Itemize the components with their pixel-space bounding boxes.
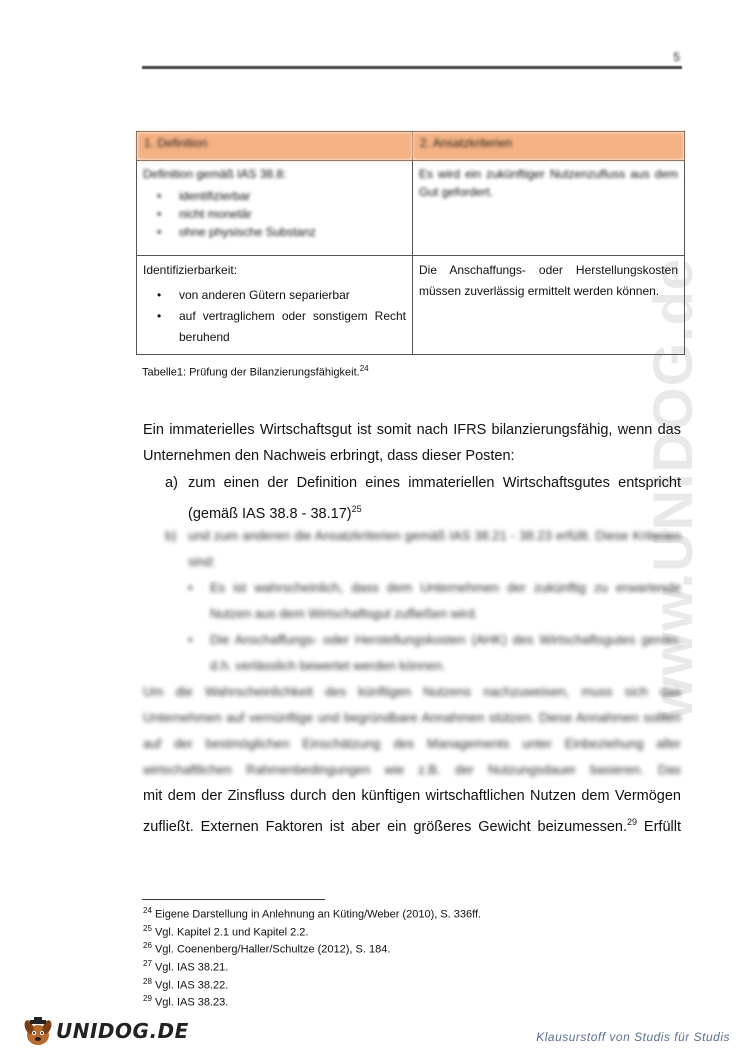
- footnote-text: Vgl. IAS 38.22.: [154, 979, 229, 992]
- list-item: • nicht monetär: [179, 205, 406, 223]
- table-header-definition: 1. Definition: [137, 132, 413, 161]
- footnote-text: Vgl. Kapitel 2.1 und Kapitel 2.2.: [154, 926, 309, 939]
- cell-list: [143, 187, 406, 241]
- logo-text: UNIDOG.DE: [56, 1019, 189, 1043]
- footnote-number: 24: [143, 906, 152, 915]
- table-cell: [137, 256, 413, 355]
- footnote-text: Vgl. IAS 38.21.: [154, 961, 229, 974]
- list-item-b: [143, 523, 681, 679]
- cell-intro: Definition gemäß IAS 38.8:: [143, 167, 287, 181]
- footnote-ref: 25: [351, 504, 362, 514]
- list-item-a: [143, 470, 681, 527]
- item-text: zum einen der Definition eines immateriellen Wirtschaftsgutes entspricht (gemäß IAS 38.8 - 38.17): [188, 475, 681, 522]
- page-number: 5: [673, 50, 680, 64]
- footnote-number: 25: [143, 923, 152, 933]
- footnote-number: 26: [143, 941, 152, 951]
- table-row: [137, 161, 685, 256]
- item-label: a): [165, 475, 178, 491]
- footnote-number: 27: [143, 958, 152, 968]
- list-item: • Es ist wahrscheinlich, dass dem Unternehmen der zukünftig zu erwartende Nutzen aus dem Wirtschaftsgut zufließen wird.: [210, 575, 681, 627]
- list-item: • von anderen Gütern separierbar: [179, 285, 406, 306]
- footnote-ref: 24: [359, 364, 369, 373]
- item-text: und zum anderen die Ansatzkriterien gemäß IAS 38.21 - 38.23 erfüllt. Diese Kriterien sind:: [188, 528, 681, 569]
- footnote-text: Vgl. IAS 38.23.: [154, 996, 229, 1009]
- table-cell: [137, 161, 413, 256]
- cell-list: [143, 285, 406, 348]
- footnote: [143, 992, 481, 1010]
- list-item: • auf vertraglichem oder sonstigem Recht beruhend: [179, 306, 406, 348]
- watermark: www.UNIDOG.de: [641, 257, 704, 720]
- footnote-ref: 29: [627, 817, 638, 827]
- footnote-text: Eigene Darstellung in Anlehnung an Küting/Weber (2010), S. 336ff.: [154, 908, 482, 921]
- tagline: Klausurstoff von Studis für Studis: [536, 1030, 730, 1044]
- table-cell: Die Anschaffungs- oder Herstellungskosten müssen zuverlässig ermittelt werden können.: [413, 256, 685, 355]
- footnote-rule: [142, 899, 325, 900]
- caption-text: Tabelle1: Prüfung der Bilanzierungsfähigkeit.: [142, 366, 360, 379]
- cell-intro: Identifizierbarkeit:: [143, 263, 238, 277]
- paragraph-blurred: Um die Wahrscheinlichkeit des künftigen Nutzens nachzuweisen, muss sich das Unternehmen auf vernünftige und begründbare Annahmen stützen. Diese Annahmen sollten auf der bestmöglichen Einschätzung des Managements unter Einbeziehung aller wirtschaftlichen Rahmenbedingungen wie z.B. der Nutzungsdauer basieren. Das: [143, 684, 681, 777]
- paragraph-line-text: zufließt. Externen Faktoren ist aber ein größeres Gewicht beizumessen.: [143, 818, 627, 835]
- paragraph: Ein immaterielles Wirtschaftsgut ist somit nach IFRS bilanzierungsfähig, wenn das Unternehmen den Nachweis erbringt, dass dieser Posten:: [143, 422, 681, 464]
- assessment-table: [136, 131, 685, 355]
- paragraph: [143, 783, 681, 840]
- footnote: [143, 904, 481, 922]
- paragraph-trail: Erfüllt: [643, 818, 681, 835]
- list-item: • ohne physische Substanz: [179, 223, 406, 241]
- header-rule: [142, 66, 682, 69]
- paragraph-line: mit dem der Zinsfluss durch den künftigen wirtschaftlichen Nutzen dem Vermögen: [143, 788, 681, 804]
- dog-icon: [22, 1015, 54, 1047]
- table-header-criteria: 2. Ansatzkriterien: [413, 132, 685, 161]
- footnote: [143, 975, 481, 993]
- item-label: b): [165, 528, 177, 543]
- table-header-row: [137, 132, 685, 161]
- footnote: [143, 939, 481, 957]
- footnote-number: 28: [143, 976, 152, 986]
- table-cell: Es wird ein zukünftiger Nutzenzufluss aus dem Gut gefordert.: [413, 161, 685, 256]
- criteria-list: [143, 575, 681, 679]
- footnote: [143, 922, 481, 940]
- table-caption: [142, 364, 369, 379]
- logo[interactable]: [22, 1014, 189, 1048]
- paragraph-line: [143, 809, 681, 840]
- footnotes: [143, 904, 481, 1010]
- list-item: • identifizierbar: [179, 187, 406, 205]
- footnote: [143, 957, 481, 975]
- footnote-number: 29: [143, 994, 152, 1004]
- list-item: • Die Anschaffungs- oder Herstellungskosten (AHK) des Wirtschaftsgutes genau, d.h. verlässlich bewertet werden können.: [210, 627, 681, 679]
- footnote-text: Vgl. Coenenberg/Haller/Schultze (2012), S. 184.: [154, 943, 391, 956]
- table-row: [137, 256, 685, 355]
